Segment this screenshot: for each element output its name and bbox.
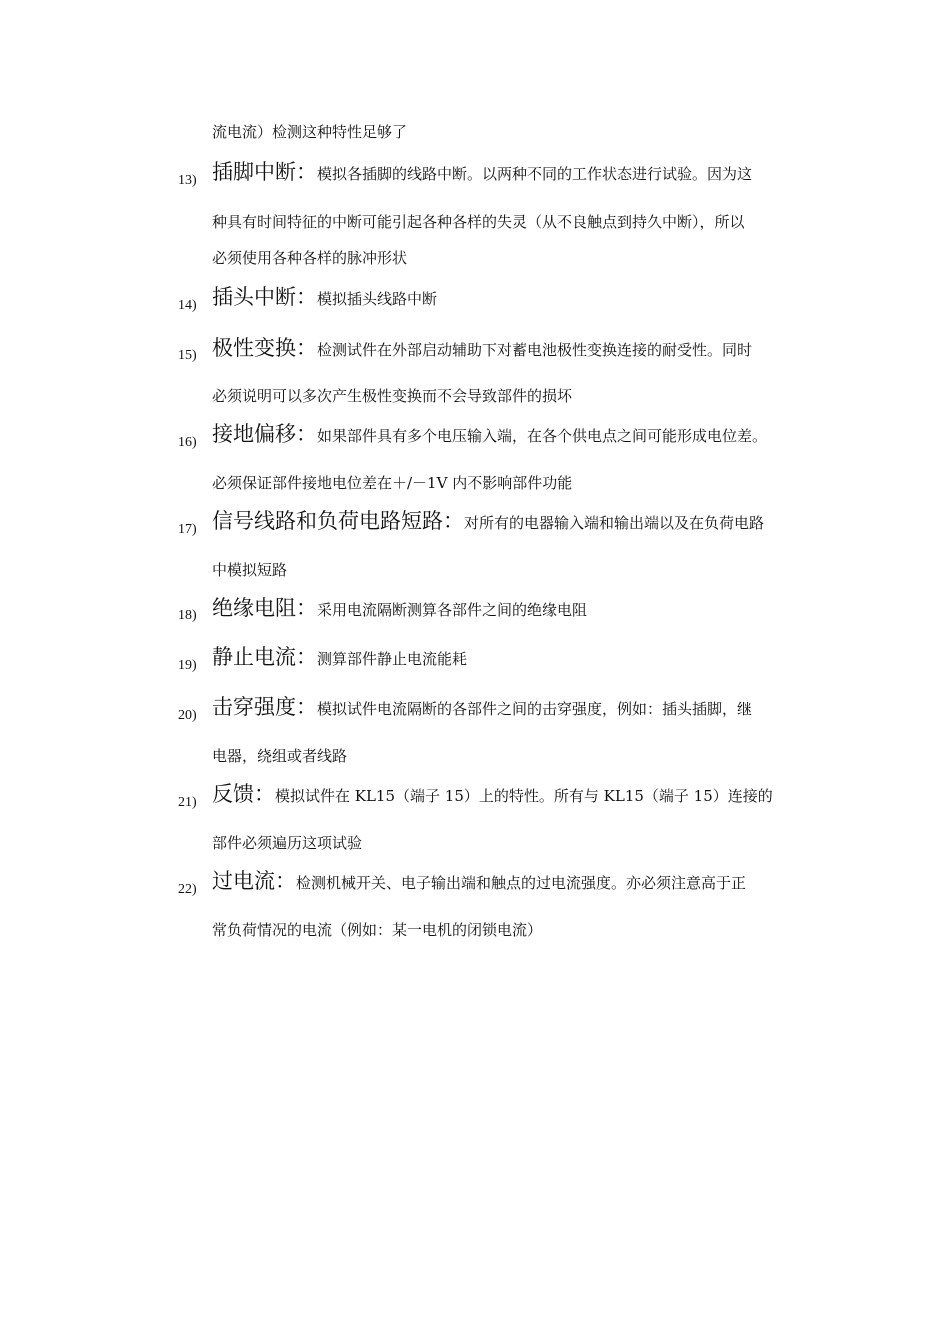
- intro-line: 流电流）检测这种特性足够了: [212, 123, 408, 141]
- item-number: 15): [178, 348, 197, 363]
- item-text: 采用电流隔断测算各部件之间的绝缘电阻: [317, 601, 588, 619]
- item-number: 19): [178, 658, 197, 673]
- item-title: 插头中断：: [212, 285, 317, 309]
- item-text: 部件必须遍历这项试验: [212, 834, 363, 852]
- item-text: 对所有的电器输入端和输出端以及在负荷电路: [464, 514, 765, 532]
- item-title: 过电流：: [212, 869, 296, 893]
- item-first-line: [212, 162, 752, 184]
- item-title: 接地偏移：: [212, 422, 317, 446]
- item-text: 常负荷情况的电流（例如：某一电机的闭锁电流）: [212, 921, 543, 939]
- item-first-line: [212, 511, 764, 533]
- item-title: 极性变换：: [212, 336, 317, 360]
- item-first-line: [212, 697, 752, 719]
- item-text: 中模拟短路: [212, 561, 288, 579]
- item-text: 必须使用各种各样的脉冲形状: [212, 249, 408, 267]
- item-number: 13): [178, 173, 197, 188]
- item-number: 21): [178, 795, 197, 810]
- item-number: 14): [178, 298, 197, 313]
- item-title: 击穿强度：: [212, 695, 317, 719]
- item-text: 检测机械开关、电子输出端和触点的过电流强度。亦必须注意高于正: [296, 874, 747, 892]
- item-first-line: [212, 598, 587, 620]
- item-text: 模拟各插脚的线路中断。以两种不同的工作状态进行试验。因为这: [317, 165, 753, 183]
- item-text: 电器，绕组或者线路: [212, 747, 348, 765]
- item-text: 模拟试件电流隔断的各部件之间的击穿强度，例如：插头插脚，继: [317, 700, 753, 718]
- item-text: 如果部件具有多个电压输入端，在各个供电点之间可能形成电位差。: [317, 427, 768, 445]
- item-number: 17): [178, 522, 197, 537]
- item-text: 测算部件静止电流能耗: [317, 650, 468, 668]
- item-text: 必须保证部件接地电位差在＋/－1V 内不影响部件功能: [212, 474, 573, 492]
- item-first-line: [212, 338, 752, 360]
- item-first-line: [212, 647, 467, 669]
- item-text: 模拟插头线路中断: [317, 290, 438, 308]
- item-text: 模拟试件在 KL15（端子 15）上的特性。所有与 KL15（端子 15）连接的: [275, 787, 773, 805]
- item-number: 16): [178, 435, 197, 450]
- item-number: 20): [178, 708, 197, 723]
- item-title: 信号线路和负荷电路短路：: [212, 509, 464, 533]
- item-text: 必须说明可以多次产生极性变换而不会导致部件的损坏: [212, 387, 573, 405]
- item-first-line: [212, 287, 437, 309]
- item-number: 22): [178, 882, 197, 897]
- item-text: 检测试件在外部启动辅助下对蓄电池极性变换连接的耐受性。同时: [317, 341, 753, 359]
- item-title: 插脚中断：: [212, 160, 317, 184]
- item-title: 反馈：: [212, 782, 275, 806]
- item-first-line: [212, 871, 746, 893]
- item-first-line: [212, 424, 767, 446]
- item-text: 种具有时间特征的中断可能引起各种各样的失灵（从不良触点到持久中断），所以: [212, 213, 745, 231]
- item-title: 绝缘电阻：: [212, 596, 317, 620]
- item-title: 静止电流：: [212, 645, 317, 669]
- item-first-line: [212, 784, 773, 806]
- item-number: 18): [178, 608, 197, 623]
